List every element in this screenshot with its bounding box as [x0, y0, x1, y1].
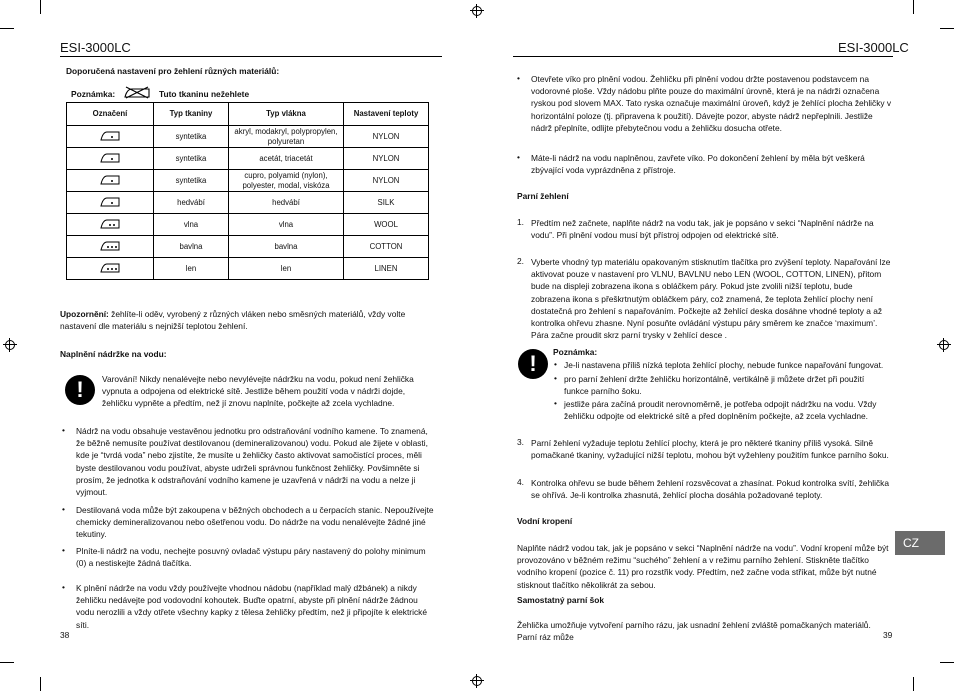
table-row [67, 170, 429, 192]
left-bullet-1: Nádrž na vodu obsahuje vestavěnou jednotku pro odstraňování vodního kamene. To znamená, že běžně nemusíte používat destilovanou (demineralizovanou) vodu. Pokud ale žijete v oblasti, kde je “tvrdá voda” nebo zjistíte, že musíte u žehličky často aktivovat samočistící proces, měli byste destilovanou vodu používat, abyste udrželi správnou funkčnost žehličky. Povšimněte si prosím, že jednotka k odstraňování vodního kamene je uzavřená v nádrži na vodu a nelze ji vyjmout. [76, 426, 428, 498]
col-header-fiber: Typ vlákna [229, 103, 344, 126]
note-item-2: pro parní žehlení držte žehličku horizontálně, vertikálně ji můžete držet při použití funkce parního šoku. [564, 374, 865, 397]
crop-mark [0, 28, 14, 29]
bullet-marker: • [517, 152, 520, 162]
fiber-cell: vlna [229, 214, 344, 236]
bullet-marker: • [554, 359, 557, 369]
fiber-cell: cupro, polyamid (nylon), polyester, modal, viskóza [229, 170, 344, 192]
note-label: Poznámka: [71, 89, 116, 99]
table-row [67, 258, 429, 280]
fabric-cell: bavlna [154, 236, 229, 258]
step-3-text: Parní žehlení vyžaduje teplotu žehlící plochy, která je pro některé tkaniny příliš vysoká. Silně pomačkané tkaniny, vyžadující nižší teplotu, mohou být vyžehleny použitím funkce parního šoku. [531, 438, 889, 461]
left-bullet-3: Plníte-li nádrž na vodu, nechejte posuvný ovladač výstupu páry nastavený do polohy minimum (0) a nestiskejte žádná tlačítka. [76, 546, 426, 569]
temperature-cell: NYLON [344, 126, 429, 148]
page-number-right: 39 [883, 630, 893, 640]
step-4-number: 4. [517, 477, 524, 487]
fabric-cell: syntetika [154, 148, 229, 170]
warning-icon: ! [518, 349, 548, 379]
table-row [67, 214, 429, 236]
temperature-cell: SILK [344, 192, 429, 214]
temperature-cell: LINEN [344, 258, 429, 280]
caution-label: Upozornění: [60, 309, 109, 319]
table-row [67, 236, 429, 258]
header-rule-right [513, 56, 893, 57]
fabric-cell: syntetika [154, 126, 229, 148]
fiber-cell: len [229, 258, 344, 280]
steam-shot-heading: Samostatný parní šok [517, 595, 605, 605]
crop-mark [913, 677, 914, 691]
note-label-right: Poznámka: [553, 347, 598, 357]
iron-3-dot-icon [100, 240, 120, 251]
iron-1-dot-icon [100, 174, 120, 185]
symbol-cell [67, 258, 154, 280]
col-header-fabric: Typ tkaniny [154, 103, 229, 126]
iron-1-dot-icon [100, 152, 120, 163]
fiber-cell: bavlna [229, 236, 344, 258]
right-bullet-1: Otevřete víko pro plnění vodou. Žehličku při plnění vodou držte postavenou podstavcem na vodorovné ploše. Vždy nádobu plňte pouze do maximální úrovně, která je na nádrži označena ryskou pod slovem MAX. Tato ryska označuje maximální úroveň, když je žehlící plocha žehličky v horizontální poloze (tj. připravena k použití). Dávejte pozor, abyste nádrž nepřeplnili. Jestliže nádrž přeplníte, odlijte přebytečnou vodu a žehličku dosucha otřete. [531, 74, 892, 133]
header-rule-left [60, 56, 442, 57]
note-item-3: jestliže pára začíná proudit nerovnoměrně, je potřeba odpojit nádržku na vodu. Vždy žehličku odpojte od elektrické sítě a před doplněním počkejte, až zcela vychladne. [564, 399, 877, 422]
bullet-marker: • [62, 504, 65, 514]
registration-mark-top [470, 4, 484, 18]
step-3-number: 3. [517, 437, 524, 447]
warning-text: Varování! Nikdy nenalévejte nebo nevylévejte nádržku na vodu, pokud není žehlička vypnuta a odpojena od elektrické sítě. Jestliže během použití voda v nádrži dojde, žehličku vypněte a předtím, než jí znovu naplníte, počkejte až zcela vychladne. [102, 374, 414, 409]
model-header-right: ESI-3000LC [838, 40, 909, 55]
iron-3-dot-icon [100, 262, 120, 273]
symbol-cell [67, 214, 154, 236]
registration-mark-right [937, 338, 951, 352]
fabric-cell: len [154, 258, 229, 280]
step-2-number: 2. [517, 256, 524, 266]
crop-mark [40, 677, 41, 691]
step-1-text: Předtím než začnete, naplňte nádrž na vodu tak, jak je popsáno v sekci “Naplnění nádrže na vodu”. Při plnění vodou musí být přístroj odpojen od elektrické sítě. [531, 218, 874, 241]
language-tab: CZ [895, 531, 945, 555]
temperature-cell: WOOL [344, 214, 429, 236]
bullet-marker: • [62, 425, 65, 435]
note-item-1: Je-li nastavena příliš nízká teplota žehlící plochy, nebude funkce napařování fungovat. [564, 360, 884, 370]
bullet-marker: • [517, 73, 520, 83]
bullet-marker: • [62, 582, 65, 592]
right-bullet-2: Máte-li nádrž na vodu naplněnou, zavřete víko. Po dokončení žehlení by měla být veškerá zbývající voda vyprázdněna z přístroje. [531, 153, 865, 176]
symbol-cell [67, 170, 154, 192]
crop-mark [940, 28, 954, 29]
page-number-left: 38 [60, 630, 70, 640]
iron-1-dot-icon [100, 196, 120, 207]
crop-mark [940, 662, 954, 663]
fiber-cell: acetát, triacetát [229, 148, 344, 170]
bullet-marker: • [554, 373, 557, 383]
iron-1-dot-icon [100, 130, 120, 141]
table-row [67, 148, 429, 170]
note-text: Tuto tkaninu nežehlete [159, 89, 250, 99]
temperature-cell: NYLON [344, 148, 429, 170]
steam-ironing-heading: Parní žehlení [517, 191, 569, 201]
table-row [67, 126, 429, 148]
crop-mark [0, 662, 14, 663]
symbol-cell [67, 192, 154, 214]
crop-mark [40, 0, 41, 14]
step-2-text: Vyberte vhodný typ materiálu opakovaným stisknutím tlačítka pro zvýšení teploty. Napařování lze aktivovat pouze v nastavení pro VLNU, BAVLNU nebo LEN (WOOL, COTTON, LINEN), přitom bude na displeji zobrazena ikona s obláčkem páry. Pokud jste zvolili nižší teplotu, bude zobrazena ikona s přeškrtnutým obláčkem páry, což znamená, že teplota žehlící plochy není dostatečná pro žehlení s napařováním. Počkejte až žehlící deska dosáhne vhodné teploty a až kontrolka ohřevu zhasne. Nyní posuňte ovládání výstupu páry směrem ke značce ‘maximum’. Pára začne proudit skrz parní trysky v žehlící desce . [531, 257, 891, 341]
fabric-cell: hedvábí [154, 192, 229, 214]
registration-mark-bottom [470, 674, 484, 688]
crop-mark [913, 0, 914, 14]
table-row [67, 192, 429, 214]
fabric-cell: vlna [154, 214, 229, 236]
iron-2-dot-icon [100, 218, 120, 229]
water-spray-heading: Vodní kropení [517, 516, 573, 526]
warning-icon: ! [65, 375, 95, 405]
water-spray-text: Naplňte nádrž vodou tak, jak je popsáno v sekci “Naplnění nádrže na vodu”. Vodní kropení může být provozováno v běžném režimu “suchého” žehlení a v režimu parního žehlení. Stiskněte tlačítko vodního kropení (pozice č. 11) pro rozstřik vody. Předtím, než začne voda stříkat, může být nutné stisknout tlačítko několikrát za sebou. [517, 543, 889, 590]
settings-heading: Doporučená nastavení pro žehlení různých materiálů: [66, 66, 280, 76]
fill-heading: Naplnění nádržke na vodu: [60, 349, 167, 359]
registration-mark-left [3, 338, 17, 352]
caution-paragraph [60, 308, 425, 332]
caution-text: žehlíte-li oděv, vyrobený z různých vláken nebo směsných materiálů, vždy volte nastavení dle materiálu s nejnižší teplotou žehlení. [60, 309, 406, 332]
model-header-left: ESI-3000LC [60, 40, 131, 55]
fabric-cell: syntetika [154, 170, 229, 192]
temperature-cell: COTTON [344, 236, 429, 258]
left-bullet-2: Destilovaná voda může být zakoupena v běžných obchodech a u čerpacích stanic. Nepoužívejte chemicky demineralizovanou nebo ošetřenou vodu. Do nádrže na vodu nenalévejte žádné jiné tekutiny. [76, 505, 434, 540]
col-header-symbol: Označení [67, 103, 154, 126]
left-bullet-4: K plnění nádrže na vodu vždy používejte vhodnou nádobu (například malý džbánek) a nikdy žehličku nedávejte pod vodovodní kohoutek. Buďte opatrní, abyste při plnění nádrže žádnou vodu nerozlili a vždy otřete všechny kapky z tělesa žehličky předtím, než ji připojíte k elektrické síti. [76, 583, 427, 630]
fiber-cell: hedvábí [229, 192, 344, 214]
col-header-temperature: Nastavení teploty [344, 103, 429, 126]
symbol-cell [67, 126, 154, 148]
bullet-marker: • [554, 398, 557, 408]
temperature-cell: NYLON [344, 170, 429, 192]
step-4-text: Kontrolka ohřevu se bude během žehlení rozsvěcovat a zhasínat. Pokud kontrolka svítí, žehlička se ohřívá. Je-li kontrolka zhasnutá, žehlící plocha dosáhla požadované teploty. [531, 478, 889, 501]
step-1-number: 1. [517, 217, 524, 227]
steam-shot-text: Žehlička umožňuje vytvoření parního rázu, jak usnadní žehlení zvláště pomačkaných materiálů. Parní ráz může [517, 620, 871, 643]
symbol-cell [67, 236, 154, 258]
bullet-marker: • [62, 545, 65, 555]
symbol-cell [67, 148, 154, 170]
ironing-settings-table [66, 102, 429, 280]
fiber-cell: akryl, modakryl, polypropylen, polyuretan [229, 126, 344, 148]
